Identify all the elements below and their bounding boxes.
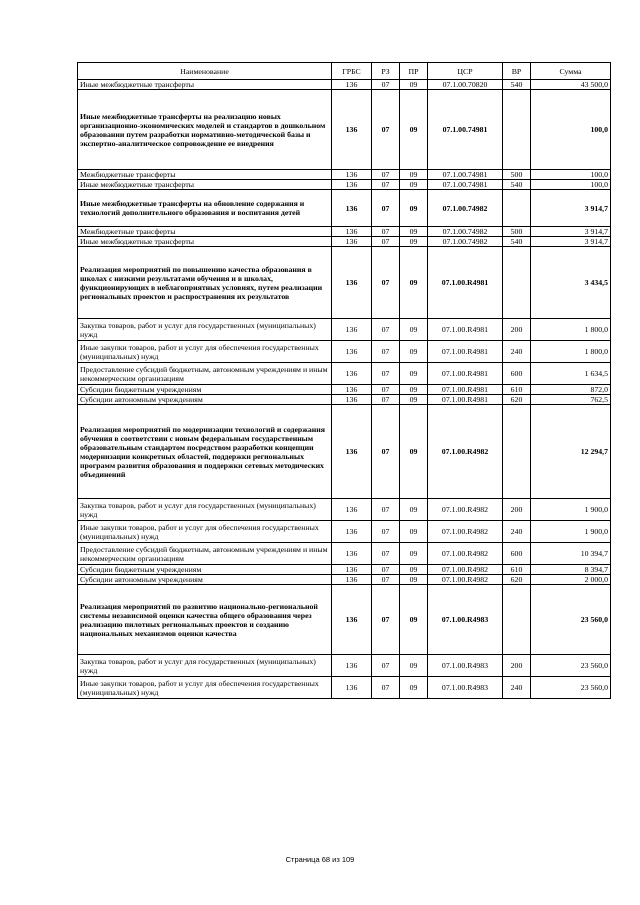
row-grbs: 136 <box>332 395 372 405</box>
row-vr: 500 <box>503 227 531 237</box>
row-csr: 07.1.00.R4982 <box>428 543 503 565</box>
row-csr: 07.1.00.74981 <box>428 90 503 170</box>
budget-table <box>77 62 611 699</box>
row-csr: 07.1.00.74981 <box>428 180 503 190</box>
row-vr: 240 <box>503 521 531 543</box>
row-rz: 07 <box>372 90 400 170</box>
table-row <box>78 585 611 655</box>
table-row <box>78 565 611 575</box>
row-grbs: 136 <box>332 677 372 699</box>
row-sum: 1 800,0 <box>531 341 611 363</box>
table-row <box>78 521 611 543</box>
row-pr: 09 <box>400 655 428 677</box>
row-vr: 540 <box>503 80 531 90</box>
row-rz: 07 <box>372 655 400 677</box>
row-csr: 07.1.00.74982 <box>428 190 503 227</box>
row-csr: 07.1.00.R4981 <box>428 363 503 385</box>
row-csr: 07.1.00.R4981 <box>428 341 503 363</box>
row-name: Иные межбюджетные трансферты на обновление содержания и технологий дополнительного образования и воспитания детей <box>78 190 332 227</box>
row-grbs: 136 <box>332 170 372 180</box>
row-sum: 100,0 <box>531 180 611 190</box>
row-grbs: 136 <box>332 227 372 237</box>
row-csr: 07.1.00.R4982 <box>428 405 503 499</box>
row-rz: 07 <box>372 319 400 341</box>
row-grbs: 136 <box>332 180 372 190</box>
row-name: Субсидии бюджетным учреждениям <box>78 565 332 575</box>
row-rz: 07 <box>372 395 400 405</box>
row-name: Межбюджетные трансферты <box>78 227 332 237</box>
table-row <box>78 80 611 90</box>
row-sum: 3 914,7 <box>531 190 611 227</box>
row-grbs: 136 <box>332 575 372 585</box>
row-pr: 09 <box>400 170 428 180</box>
row-name: Субсидии автономным учреждениям <box>78 575 332 585</box>
row-grbs: 136 <box>332 565 372 575</box>
row-pr: 09 <box>400 190 428 227</box>
row-pr: 09 <box>400 585 428 655</box>
row-sum: 1 634,5 <box>531 363 611 385</box>
row-rz: 07 <box>372 80 400 90</box>
row-rz: 07 <box>372 247 400 319</box>
row-name: Реализация мероприятий по модернизации технологий и содержания обучения в соответствии с новым федеральным государственным образовательным стандартом посредством разработки концепции модернизации конкретных областей, поддержки региональных программ развития образования и поддержки сетевых методических объединений <box>78 405 332 499</box>
row-vr: 200 <box>503 499 531 521</box>
table-row <box>78 655 611 677</box>
row-sum: 100,0 <box>531 170 611 180</box>
table-row <box>78 237 611 247</box>
row-csr: 07.1.00.R4982 <box>428 521 503 543</box>
row-pr: 09 <box>400 80 428 90</box>
table-row <box>78 190 611 227</box>
header-grbs: ГРБС <box>332 63 372 80</box>
row-sum: 23 560,0 <box>531 677 611 699</box>
row-name: Субсидии автономным учреждениям <box>78 395 332 405</box>
header-sum: Сумма <box>531 63 611 80</box>
row-rz: 07 <box>372 227 400 237</box>
row-grbs: 136 <box>332 385 372 395</box>
row-rz: 07 <box>372 565 400 575</box>
row-pr: 09 <box>400 247 428 319</box>
row-csr: 07.1.00.R4983 <box>428 655 503 677</box>
row-vr: 620 <box>503 575 531 585</box>
table-row <box>78 575 611 585</box>
table-row <box>78 180 611 190</box>
row-name: Иные межбюджетные трансферты на реализацию новых организационно-экономических моделей и стандартов в дошкольном образовании путем разработки нормативно-методической базы и экспертно-аналитическое сопровождение ее внедрения <box>78 90 332 170</box>
row-vr: 540 <box>503 180 531 190</box>
row-sum: 1 900,0 <box>531 499 611 521</box>
row-name: Иные закупки товаров, работ и услуг для обеспечения государственных (муниципальных) нужд <box>78 521 332 543</box>
row-name: Иные межбюджетные трансферты <box>78 237 332 247</box>
row-csr: 07.1.00.R4981 <box>428 319 503 341</box>
row-name: Иные закупки товаров, работ и услуг для обеспечения государственных (муниципальных) нужд <box>78 341 332 363</box>
row-name: Иные межбюджетные трансферты <box>78 80 332 90</box>
row-grbs: 136 <box>332 319 372 341</box>
row-name: Закупка товаров, работ и услуг для государственных (муниципальных) нужд <box>78 499 332 521</box>
row-name: Иные закупки товаров, работ и услуг для обеспечения государственных (муниципальных) нужд <box>78 677 332 699</box>
row-rz: 07 <box>372 190 400 227</box>
row-vr: 600 <box>503 543 531 565</box>
row-pr: 09 <box>400 405 428 499</box>
row-sum: 23 560,0 <box>531 655 611 677</box>
row-csr: 07.1.00.R4982 <box>428 499 503 521</box>
row-pr: 09 <box>400 575 428 585</box>
row-pr: 09 <box>400 385 428 395</box>
table-row <box>78 405 611 499</box>
row-csr: 07.1.00.R4981 <box>428 385 503 395</box>
row-vr <box>503 247 531 319</box>
page-number: Страница 68 из 109 <box>285 855 355 864</box>
row-sum: 12 294,7 <box>531 405 611 499</box>
row-name: Субсидии бюджетным учреждениям <box>78 385 332 395</box>
row-rz: 07 <box>372 180 400 190</box>
row-pr: 09 <box>400 565 428 575</box>
row-pr: 09 <box>400 237 428 247</box>
row-vr: 200 <box>503 319 531 341</box>
row-name: Предоставление субсидий бюджетным, автономным учреждениям и иным некоммерческим организациям <box>78 363 332 385</box>
row-sum: 3 434,5 <box>531 247 611 319</box>
row-grbs: 136 <box>332 405 372 499</box>
row-vr: 540 <box>503 237 531 247</box>
header-name: Наименование <box>78 63 332 80</box>
table-row <box>78 319 611 341</box>
table-row <box>78 395 611 405</box>
row-vr <box>503 585 531 655</box>
row-name: Реализация мероприятий по повышению качества образования в школах с низкими результатами обучения и в школах, функционирующих в неблагоприятных условиях, путем реализации региональных проектов и распространения их результатов <box>78 247 332 319</box>
row-vr: 200 <box>503 655 531 677</box>
table-row <box>78 363 611 385</box>
row-name: Закупка товаров, работ и услуг для государственных (муниципальных) нужд <box>78 319 332 341</box>
row-name: Предоставление субсидий бюджетным, автономным учреждениям и иным некоммерческим организациям <box>78 543 332 565</box>
row-grbs: 136 <box>332 190 372 227</box>
row-grbs: 136 <box>332 341 372 363</box>
row-csr: 07.1.00.R4981 <box>428 247 503 319</box>
row-sum: 762,5 <box>531 395 611 405</box>
row-name: Иные межбюджетные трансферты <box>78 180 332 190</box>
row-csr: 07.1.00.R4982 <box>428 565 503 575</box>
header-rz: РЗ <box>372 63 400 80</box>
row-rz: 07 <box>372 341 400 363</box>
row-rz: 07 <box>372 677 400 699</box>
row-grbs: 136 <box>332 585 372 655</box>
row-rz: 07 <box>372 170 400 180</box>
row-grbs: 136 <box>332 247 372 319</box>
row-grbs: 136 <box>332 499 372 521</box>
row-pr: 09 <box>400 521 428 543</box>
row-vr <box>503 90 531 170</box>
table-row <box>78 499 611 521</box>
table-row <box>78 247 611 319</box>
header-vr: ВР <box>503 63 531 80</box>
row-sum: 1 800,0 <box>531 319 611 341</box>
row-vr: 240 <box>503 341 531 363</box>
row-grbs: 136 <box>332 521 372 543</box>
row-grbs: 136 <box>332 655 372 677</box>
row-pr: 09 <box>400 543 428 565</box>
row-pr: 09 <box>400 363 428 385</box>
row-csr: 07.1.00.70820 <box>428 80 503 90</box>
row-pr: 09 <box>400 180 428 190</box>
row-grbs: 136 <box>332 80 372 90</box>
row-csr: 07.1.00.74982 <box>428 227 503 237</box>
row-pr: 09 <box>400 319 428 341</box>
row-sum: 8 394,7 <box>531 565 611 575</box>
row-pr: 09 <box>400 90 428 170</box>
row-csr: 07.1.00.R4981 <box>428 395 503 405</box>
row-sum: 3 914,7 <box>531 227 611 237</box>
row-name: Межбюджетные трансферты <box>78 170 332 180</box>
row-csr: 07.1.00.74981 <box>428 170 503 180</box>
row-sum: 872,0 <box>531 385 611 395</box>
row-pr: 09 <box>400 341 428 363</box>
row-csr: 07.1.00.R4983 <box>428 585 503 655</box>
row-vr <box>503 405 531 499</box>
row-pr: 09 <box>400 395 428 405</box>
row-rz: 07 <box>372 521 400 543</box>
row-pr: 09 <box>400 499 428 521</box>
row-sum: 2 000,0 <box>531 575 611 585</box>
row-name: Закупка товаров, работ и услуг для государственных (муниципальных) нужд <box>78 655 332 677</box>
row-vr: 500 <box>503 170 531 180</box>
row-name: Реализация мероприятий по развитию национально-региональной системы независимой оценки качества общего образования через реализацию пилотных региональных проектов и созданию национальных механизмов оценки качества <box>78 585 332 655</box>
header-csr: ЦСР <box>428 63 503 80</box>
table-row <box>78 385 611 395</box>
table-header-row <box>78 63 611 80</box>
table-row <box>78 170 611 180</box>
row-vr <box>503 190 531 227</box>
row-csr: 07.1.00.R4983 <box>428 677 503 699</box>
row-rz: 07 <box>372 575 400 585</box>
row-vr: 610 <box>503 565 531 575</box>
row-sum: 100,0 <box>531 90 611 170</box>
row-grbs: 136 <box>332 90 372 170</box>
row-sum: 23 560,0 <box>531 585 611 655</box>
row-rz: 07 <box>372 237 400 247</box>
row-rz: 07 <box>372 405 400 499</box>
table-row <box>78 90 611 170</box>
row-rz: 07 <box>372 499 400 521</box>
row-vr: 600 <box>503 363 531 385</box>
row-grbs: 136 <box>332 237 372 247</box>
row-pr: 09 <box>400 677 428 699</box>
row-sum: 1 900,0 <box>531 521 611 543</box>
table-row <box>78 227 611 237</box>
row-sum: 43 500,0 <box>531 80 611 90</box>
row-pr: 09 <box>400 227 428 237</box>
header-pr: ПР <box>400 63 428 80</box>
row-sum: 10 394,7 <box>531 543 611 565</box>
row-grbs: 136 <box>332 543 372 565</box>
row-csr: 07.1.00.R4982 <box>428 575 503 585</box>
row-rz: 07 <box>372 385 400 395</box>
table-row <box>78 677 611 699</box>
table-row <box>78 341 611 363</box>
row-csr: 07.1.00.74982 <box>428 237 503 247</box>
table-row <box>78 543 611 565</box>
row-vr: 620 <box>503 395 531 405</box>
row-grbs: 136 <box>332 363 372 385</box>
row-vr: 610 <box>503 385 531 395</box>
row-rz: 07 <box>372 363 400 385</box>
row-sum: 3 914,7 <box>531 237 611 247</box>
row-vr: 240 <box>503 677 531 699</box>
row-rz: 07 <box>372 543 400 565</box>
row-rz: 07 <box>372 585 400 655</box>
table-body <box>78 80 611 699</box>
